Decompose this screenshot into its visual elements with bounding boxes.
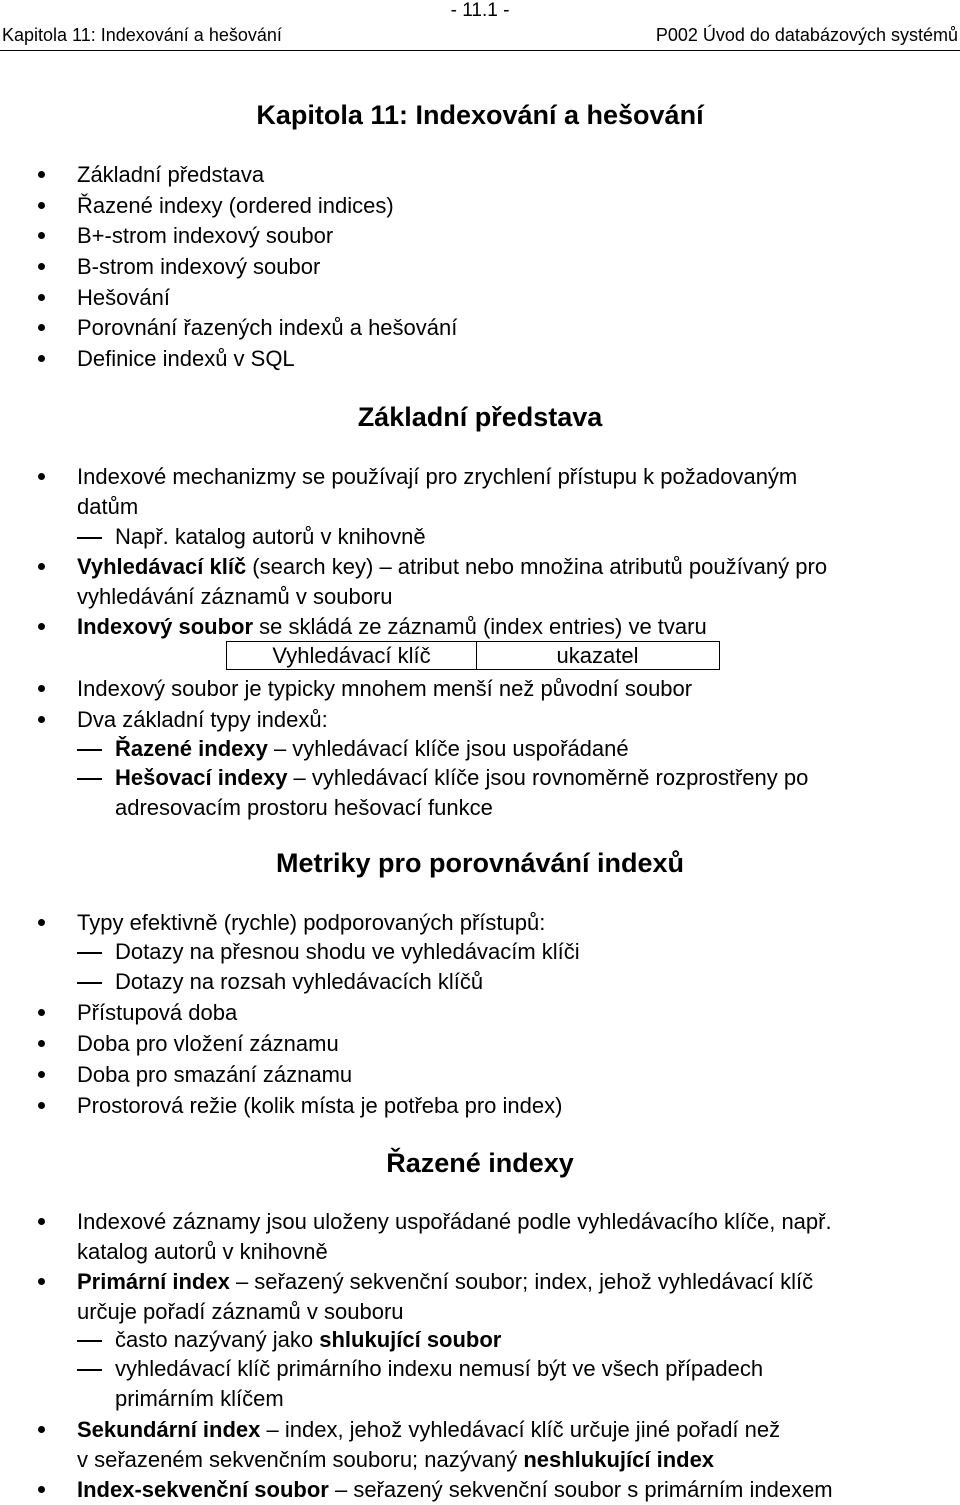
toc-item: Definice indexů v SQL [77, 346, 295, 371]
bullet-icon [38, 171, 45, 178]
dash-icon [77, 982, 102, 984]
bullet-icon [38, 563, 45, 570]
toc-item: Hešování [77, 285, 170, 310]
chapter-title: Kapitola 11: Indexování a hešování [256, 100, 704, 130]
bullet-icon [38, 232, 45, 239]
toc-item: Řazené indexy (ordered indices) [77, 193, 394, 218]
section-heading: Řazené indexy [386, 1148, 574, 1178]
section-heading: Základní představa [357, 402, 603, 432]
section-heading: Metriky pro porovnávání indexů [275, 848, 685, 878]
list-item: Typy efektivně (rychle) podporovaných přístupů: [77, 910, 546, 935]
bullet-icon [38, 685, 45, 692]
sub-list-item: často nazývaný jako shlukující soubor [115, 1327, 502, 1352]
toc-item: Porovnání řazených indexů a hešování [77, 315, 458, 340]
sub-list-item: vyhledávací klíč primárního indexu nemusí být ve všech případech primárním klíčem [115, 1356, 764, 1411]
toc-item: B+-strom indexový soubor [77, 223, 334, 248]
bullet-icon [38, 623, 45, 630]
dash-icon [77, 952, 102, 954]
dash-icon [77, 749, 102, 751]
index-entry-diagram [226, 641, 720, 670]
running-header-left: Kapitola 11: Indexování a hešování [2, 25, 282, 45]
bullet-icon [38, 1278, 45, 1285]
toc-item: Základní představa [77, 162, 265, 187]
list-item: Vyhledávací klíč (search key) – atribut nebo množina atributů používaný pro vyhledávání záznamů v souboru [77, 554, 828, 609]
bullet-icon [38, 1009, 45, 1016]
search-key-cell: Vyhledávací klíč [227, 642, 477, 669]
list-item: Doba pro smazání záznamu [77, 1062, 353, 1087]
bullet-icon [38, 1486, 45, 1493]
bullet-icon [38, 324, 45, 331]
list-item: Dva základní typy indexů: [77, 707, 328, 732]
sub-list-item: Např. katalog autorů v knihovně [115, 524, 426, 549]
dash-icon [77, 537, 102, 539]
sub-list-item: Dotazy na rozsah vyhledávacích klíčů [115, 969, 484, 994]
dash-icon [77, 1340, 102, 1342]
running-header-right: P002 Úvod do databázových systémů [655, 25, 958, 45]
bullet-icon [38, 263, 45, 270]
bullet-icon [38, 1102, 45, 1109]
bullet-icon [38, 1071, 45, 1078]
bullet-icon [38, 1426, 45, 1433]
sub-list-item: Hešovací indexy – vyhledávací klíče jsou rovnoměrně rozprostřeny po adresovacím prostoru hešovací funkce [115, 765, 809, 820]
toc-item: B-strom indexový soubor [77, 254, 321, 279]
list-item: Indexový soubor se skládá ze záznamů (index entries) ve tvaru [77, 614, 707, 639]
list-item: Přístupová doba [77, 1000, 238, 1025]
pointer-cell: ukazatel [556, 643, 639, 668]
list-item: Primární index – seřazený sekvenční soubor; index, jehož vyhledávací klíč určuje pořadí záznamů v souboru [77, 1269, 814, 1324]
list-item: Indexové mechanizmy se používají pro zrychlení přístupu k požadovaným datům [77, 464, 798, 519]
bullet-icon [38, 355, 45, 362]
header-rule [0, 50, 960, 51]
list-item: Sekundární index – index, jehož vyhledávací klíč určuje jiné pořadí než v seřazeném sekvenčním souboru; nazývaný neshlukující index [77, 1417, 781, 1472]
bullet-icon [38, 294, 45, 301]
dash-icon [77, 778, 102, 780]
list-item: Prostorová režie (kolik místa je potřeba pro index) [77, 1093, 563, 1118]
page-number: - 11.1 - [450, 0, 510, 21]
bullet-icon [38, 1040, 45, 1047]
bullet-icon [38, 919, 45, 926]
bullet-icon [38, 716, 45, 723]
list-item: Indexové záznamy jsou uloženy uspořádané podle vyhledávacího klíče, např. katalog autorů v knihovně [77, 1209, 832, 1264]
list-item: Index-sekvenční soubor – seřazený sekvenční soubor s primárním indexem [77, 1477, 833, 1502]
sub-list-item: Řazené indexy – vyhledávací klíče jsou uspořádané [115, 736, 629, 761]
bullet-icon [38, 1218, 45, 1225]
list-item: Doba pro vložení záznamu [77, 1031, 339, 1056]
sub-list-item: Dotazy na přesnou shodu ve vyhledávacím klíči [115, 939, 580, 964]
bullet-icon [38, 202, 45, 209]
list-item: Indexový soubor je typicky mnohem menší než původní soubor [77, 676, 693, 701]
bullet-icon [38, 473, 45, 480]
dash-icon [77, 1369, 102, 1371]
